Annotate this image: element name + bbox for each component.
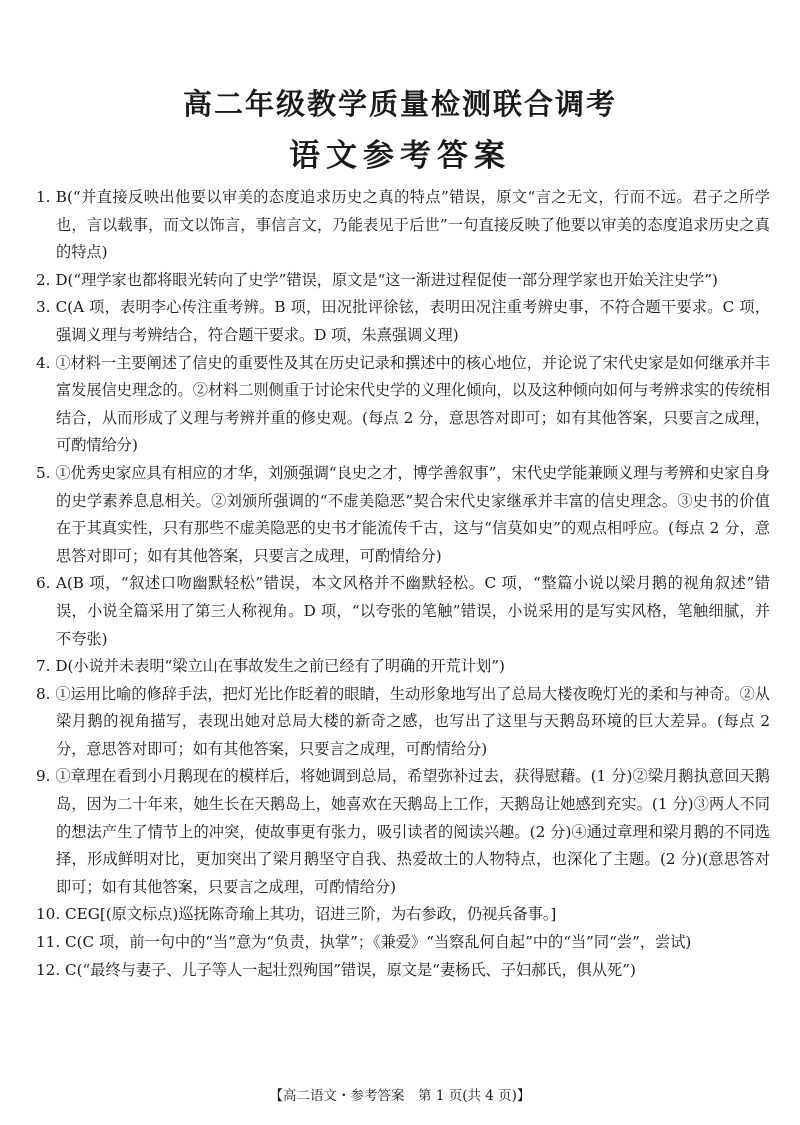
answer-item-11: 11. C(C 项，前一句中的“当”意为“负责，执掌”；《兼爱》“当察乱何自起”中的“当”同“尝”，尝试) — [36, 933, 692, 952]
answer-item-5: 5. ①优秀史家应具有相应的才华，刘颁强调“良史之才，博学善叙事”，宋代史学能兼顾义理与考辨和史家自身的史学素养息息相关。②刘颁所强调的“不虚美隐恶”契合宋代史家继承并丰富的信史理念。③史书的价值在于其真实性，只有那些不虚美隐恶的史书才能流传千古，这与“信莫如史”的观点相呼应。(每点 2 分，意思答对即可；如有其他答案，只要言之成理，可酌情给分) — [36, 463, 770, 565]
answer-item-3: 3. C(A 项，表明李心传注重考辨。B 项，田况批评徐铉，表明田况注重考辨史事，不符合题干要求。C 项，强调义理与考辨结合，符合题干要求。D 项，朱熹强调义理) — [36, 298, 770, 344]
answer-item-1: 1. B(“并直接反映出他要以审美的态度追求历史之真的特点”错误，原文“言之无文，行而不远。君子之所学也，言以载事，而文以饰言，事信言文，乃能表见于后世”一句直接反映了他要以审美的态度追求历史之真的特点) — [36, 188, 770, 262]
page-footer: 【高二语文・参考答案 第 1 页(共 4 页)】 — [269, 1088, 531, 1104]
answer-key-title: 语文参考答案 — [289, 138, 511, 174]
answer-item-9: 9. ①章理在看到小月鹅现在的模样后，将她调到总局，希望弥补过去，获得慰藉。(1 分)②梁月鹅执意回天鹅岛，因为二十年来，她生长在天鹅岛上，她喜欢在天鹅岛上工作，天鹅岛让她感到充实。(1 分)③两人不同的想法产生了情节上的冲突，使故事更有张力，吸引读者的阅读兴趣。(2 分)④通过章理和梁月鹅的不同选择，形成鲜明对比，更加突出了梁月鹅坚守自我、热爱故土的人物特点，也深化了主题。(2 分)(意思答对即可；如有其他答案，只要言之成理，可酌情给分) — [36, 767, 770, 896]
answer-item-10: 10. CEG[(原文标点)巡抚陈奇瑜上其功，诏进三阶，为右参政，仍视兵备事。] — [36, 905, 557, 924]
answer-item-2: 2. D(“理学家也都将眼光转向了史学”错误，原文是“这一渐进过程促使一部分理学家也开始关注史学”) — [36, 270, 718, 289]
answer-item-8: 8. ①运用比喻的修辞手法，把灯光比作眨着的眼睛，生动形象地写出了总局大楼夜晚灯光的柔和与神奇。②从梁月鹅的视角描写，表现出她对总局大楼的新奇之感，也写出了这里与天鹅岛环境的巨大差异。(每点 2 分，意思答对即可；如有其他答案，只要言之成理，可酌情给分) — [36, 684, 770, 758]
answer-item-4: 4. ①材料一主要阐述了信史的重要性及其在历史记录和撰述中的核心地位，并论说了宋代史家是如何继承并丰富发展信史理念的。②材料二则侧重于讨论宋代史学的义理化倾向，以及这种倾向如何与考辨求实的传统相结合，从而形成了义理与考辨并重的修史观。(每点 2 分，意思答对即可；如有其他答案，只要言之成理，可酌情给分) — [36, 353, 770, 455]
answer-list — [36, 184, 770, 984]
answer-item-6: 6. A(B 项，“叙述口吻幽默轻松”错误，本文风格并不幽默轻松。C 项，“整篇小说以梁月鹅的视角叙述”错误，小说全篇采用了第三人称视角。D 项，“以夸张的笔触”错误，小说采用的是写实风格，笔触细腻，并不夸张) — [36, 574, 770, 648]
answer-item-7: 7. D(小说并未表明“梁立山在事故发生之前已经有了明确的开荒计划”) — [36, 657, 505, 676]
exam-title: 高二年级教学质量检测联合调考 — [182, 87, 617, 121]
answer-item-12: 12. C(“最终与妻子、儿子等人一起壮烈殉国”错误，原文是“妻杨氏、子妇郝氏，俱从死”) — [36, 960, 636, 979]
